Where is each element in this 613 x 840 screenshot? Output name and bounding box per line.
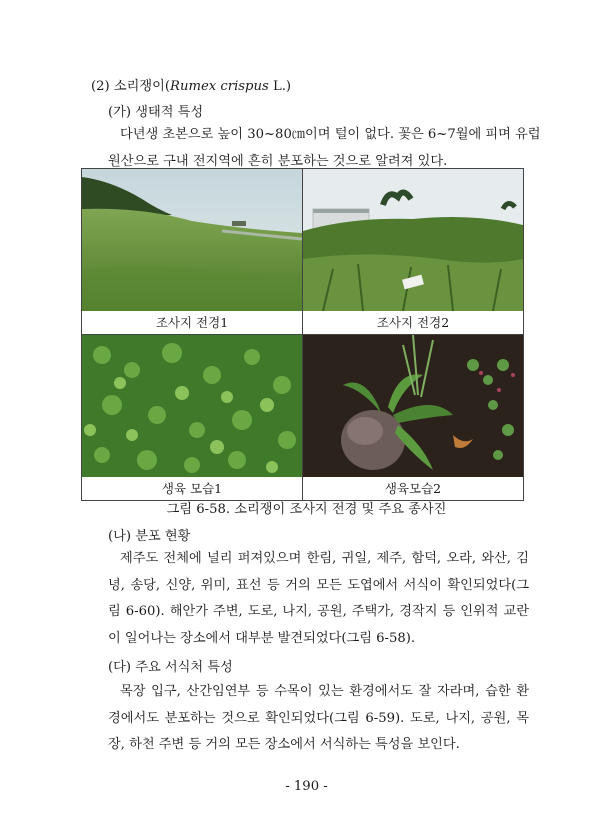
ecology-line-2: 원산으로 구내 전지역에 흔히 분포하는 것으로 알려져 있다. xyxy=(108,153,448,169)
grassy-hill-photo xyxy=(82,169,302,311)
page-number: - 190 - xyxy=(285,779,328,794)
figure-caption: 그림 6-58. 소리쟁이 조사지 전경 및 주요 종사진 xyxy=(166,502,447,517)
habitat-heading: (다) 주요 서식처 특성 xyxy=(108,660,233,675)
photo-cell-4 xyxy=(303,335,524,501)
photo-cell-3 xyxy=(82,335,303,501)
ecology-heading: (가) 생태적 특성 xyxy=(108,105,204,120)
habitat-line-3: 장, 하천 주변 등 거의 모든 장소에서 서식하는 특성을 보인다. xyxy=(108,737,460,752)
distribution-line-4: 이 일어나는 장소에서 대부분 발견되었다(그림 6-58). xyxy=(108,630,416,646)
photo-figure-table xyxy=(81,168,524,501)
habitat-line-2: 경에서도 분포하는 것으로 확인되었다(그림 6-59). 도로, 나지, 공원, 목 xyxy=(108,710,529,726)
weedy-field-photo xyxy=(303,169,523,311)
photo-caption-2: 조사지 전경2 xyxy=(376,315,450,330)
photo-caption-3: 생육 모습1 xyxy=(161,481,223,496)
distribution-paragraph xyxy=(108,546,529,652)
scientific-name: Rumex crispus xyxy=(170,79,269,94)
ecology-line-1: 다년생 초본으로 높이 30~80㎝이며 털이 없다. 꽃은 6~7월에 피며 유럽 xyxy=(120,127,541,142)
clover-ground-photo xyxy=(82,335,302,477)
habitat-line-1: 목장 입구, 산간임연부 등 수목이 있는 환경에서도 잘 자라며, 습한 환 xyxy=(120,684,529,699)
distribution-heading: (나) 분포 현황 xyxy=(108,529,191,544)
dock-plant-photo xyxy=(303,335,523,477)
distribution-line-1: 제주도 전체에 널리 퍼져있으며 한림, 귀일, 제주, 함덕, 오라, 와산, 김 xyxy=(120,551,529,566)
photo-cell-1 xyxy=(82,169,303,335)
photo-caption-4: 생육모습2 xyxy=(384,481,442,496)
distribution-line-2: 녕, 송당, 신양, 위미, 표선 등 거의 모든 도엽에서 서식이 확인되었다(그 xyxy=(108,577,529,593)
distribution-line-3: 림 6-60). 해안가 주변, 도로, 나지, 공원, 주택가, 경작지 등 인위적 교란 xyxy=(108,604,529,619)
section-title: (2) 소리쟁이(Rumex crispus L.) xyxy=(91,79,292,94)
photo-caption-1: 조사지 전경1 xyxy=(155,315,229,330)
habitat-paragraph xyxy=(108,679,529,759)
photo-cell-2 xyxy=(303,169,524,335)
